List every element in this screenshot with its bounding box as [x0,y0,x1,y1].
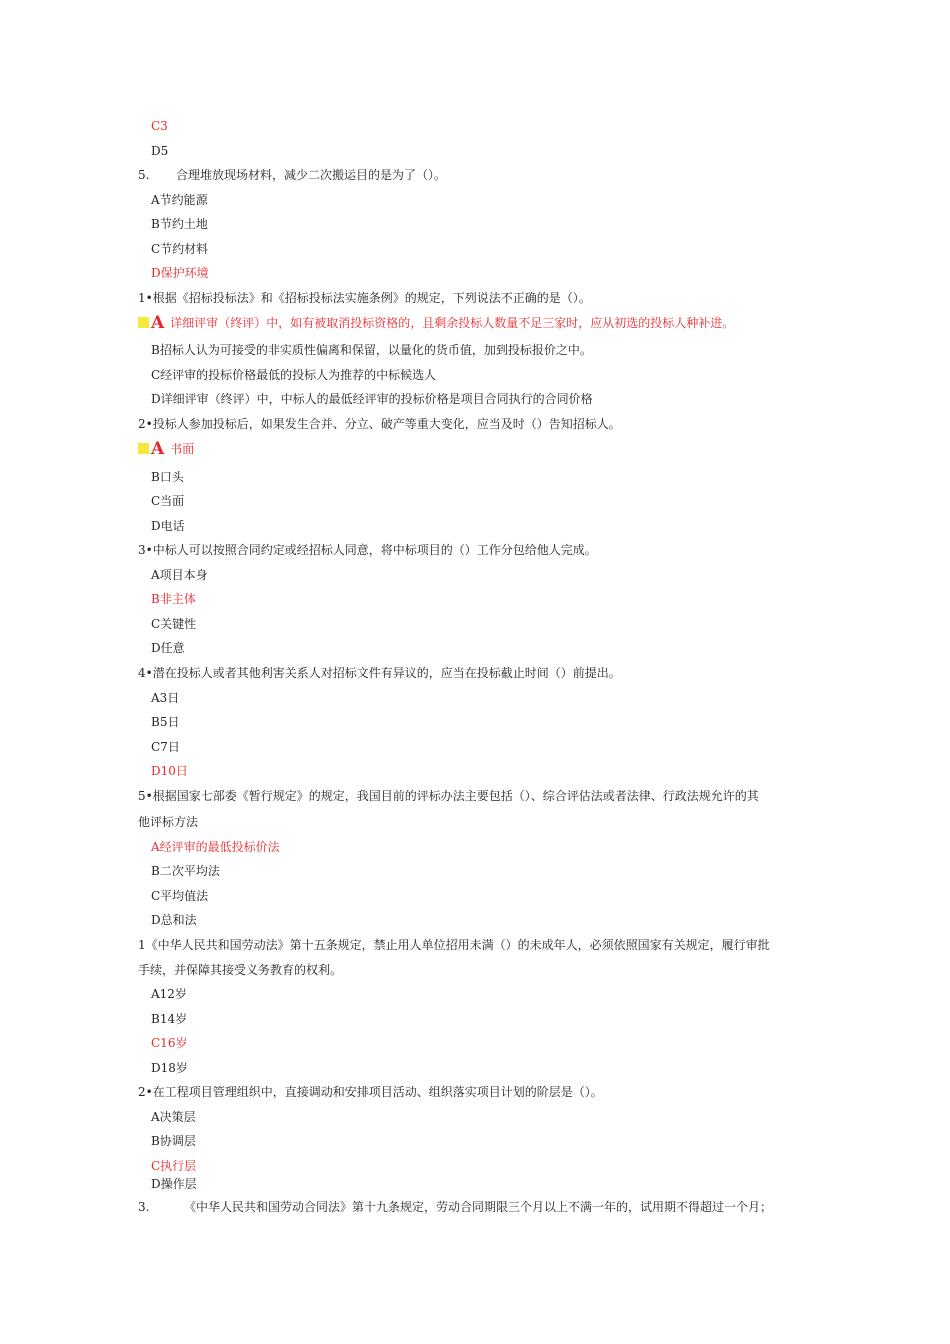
option-line: C7日 [151,740,180,754]
option-line: B口头 [151,470,184,484]
option-line: D详细评审（终评）中，中标人的最低经评审的投标价格是项目合同执行的合同价格 [151,392,593,406]
option-line: B节约土地 [151,217,208,231]
option-line: D18岁 [151,1061,188,1075]
option-line: C当面 [151,494,185,508]
option-line: B非主体 [151,592,196,606]
option-line: D操作层 [151,1177,197,1191]
option-line: B5日 [151,715,180,729]
question-line: 5•根据国家七部委《暂行规定》的规定，我国目前的评标办法主要包括（）、综合评估法或者法律、行政法规允许的其 [138,789,759,803]
option-line: A项目本身 [151,568,208,582]
question-line: 4•潜在投标人或者其他利害关系人对招标文件有异议的，应当在投标截止时间（）前提出。 [138,666,621,680]
option-line: C关键性 [151,617,197,631]
option-line: B二次平均法 [151,864,220,878]
option-line: C3 [151,119,168,133]
answer-line: A 书面 [138,441,194,457]
option-line: D任意 [151,641,185,655]
option-line: C节约材料 [151,242,209,256]
option-line: C平均值法 [151,889,209,903]
question-line: 1《中华人民共和国劳动法》第十五条规定，禁止用人单位招用未满（）的未成年人，必须依照国家有关规定，履行审批 [138,938,770,952]
question-line: 2•在工程项目管理组织中，直接调动和安排项目活动、组织落实项目计划的阶层是（）。 [138,1085,603,1099]
question-line: 3•中标人可以按照合同约定或经招标人同意，将中标项目的（）工作分包给他人完成。 [138,543,597,557]
answer-line: A 详细评审（终评）中，如有被取消投标资格的，且剩余投标人数量不足三家时，应从初选的投标人种补进。 [138,315,734,331]
highlight-marker-icon [138,443,149,454]
option-line: D保护环境 [151,266,209,280]
option-line: A经评审的最低投标价法 [151,840,280,854]
option-line: C16岁 [151,1036,188,1050]
option-line: B14岁 [151,1012,188,1026]
option-line: D10日 [151,764,188,778]
question-line: 他评标方法 [138,815,199,829]
option-line: D电话 [151,519,185,533]
option-line: A3日 [151,691,180,705]
option-line: D总和法 [151,913,197,927]
option-line: B招标人认为可接受的非实质性偏离和保留，以量化的货币值，加到投标报价之中。 [151,343,592,357]
question-line: 手续，并保障其接受义务教育的权利。 [138,963,343,977]
option-line: A12岁 [151,987,187,1001]
option-line: C经评审的投标价格最低的投标人为推荐的中标候选人 [151,368,437,382]
option-line: A节约能源 [151,193,208,207]
option-line: A决策层 [151,1110,196,1124]
question-line: 3. 《中华人民共和国劳动合同法》第十九条规定，劳动合同期限三个月以上不满一年的，试用期不得超过一个月； [138,1200,773,1214]
question-line: 2•投标人参加投标后，如果发生合并、分立、破产等重大变化，应当及时（）告知招标人。 [138,417,621,431]
highlight-marker-icon [138,317,149,328]
question-line: 1•根据《招标投标法》和《招标投标法实施条例》的规定，下列说法不正确的是（）。 [138,291,591,305]
question-line: 5. 合理堆放现场材料，减少二次搬运目的是为了（）。 [138,168,447,182]
option-line: D5 [151,144,169,158]
option-line: C执行层 [151,1159,197,1173]
option-line: B协调层 [151,1134,196,1148]
